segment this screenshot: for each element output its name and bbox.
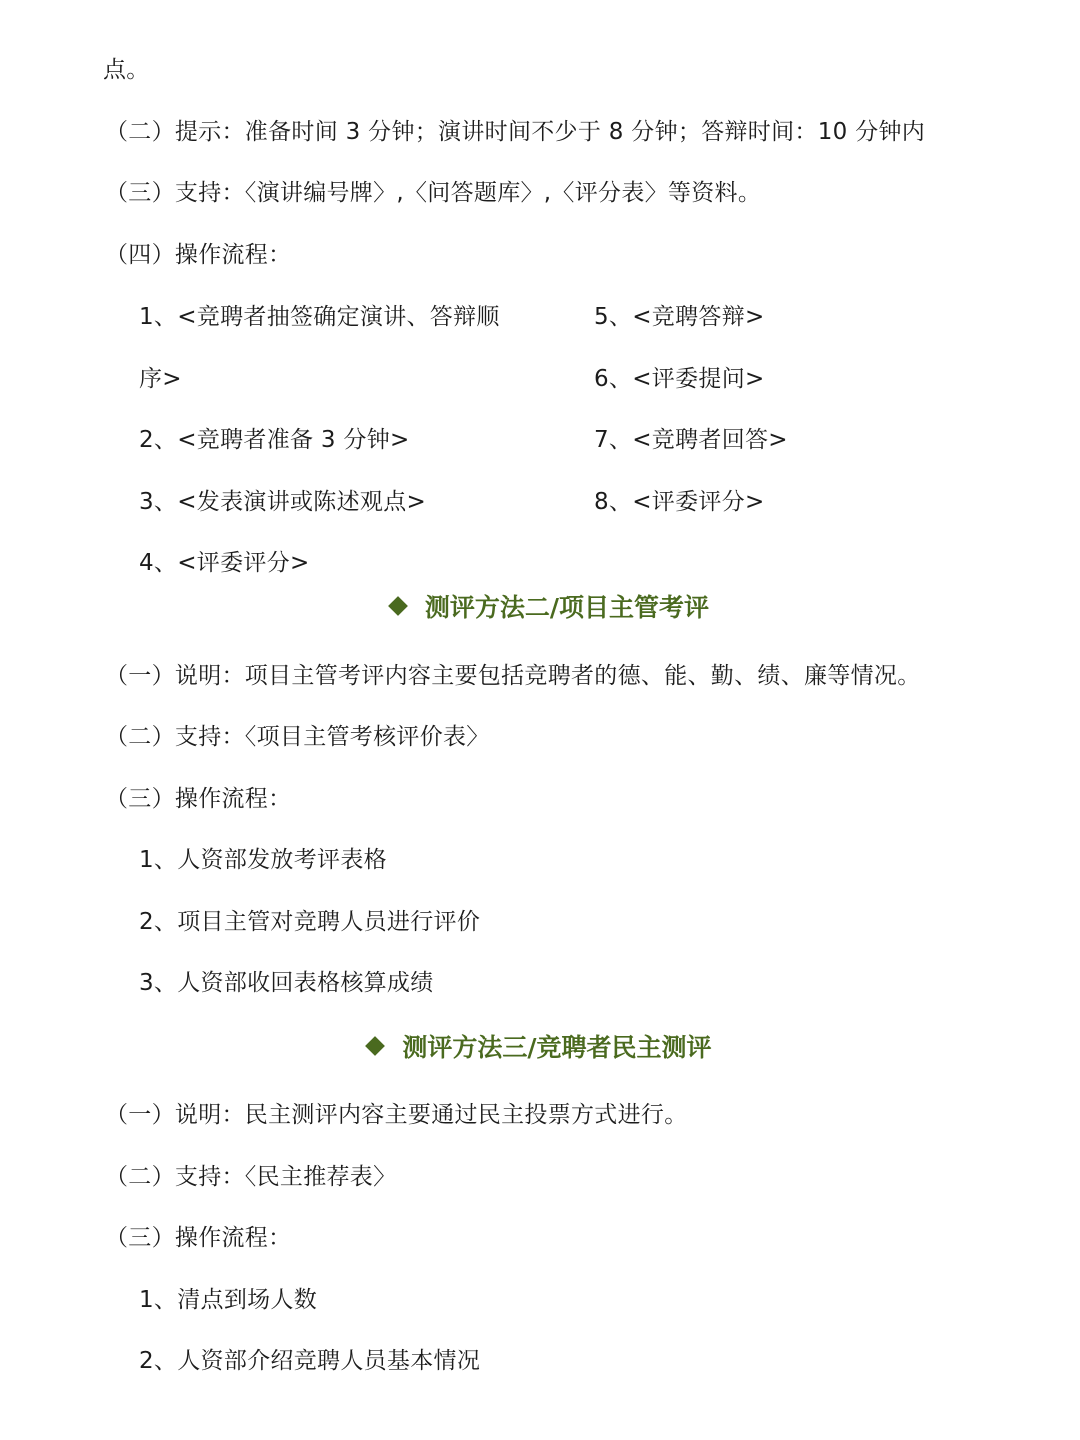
- process-left-item: 3、<发表演讲或陈述观点>: [139, 489, 427, 515]
- process-left-item: 4、<评委评分>: [139, 550, 310, 576]
- method3-description: （一）说明：民主测评内容主要通过民主投票方式进行。: [105, 1102, 688, 1128]
- process-right-item: 5、<竞聘答辩>: [594, 304, 765, 330]
- method2-step: 2、项目主管对竞聘人员进行评价: [139, 909, 481, 935]
- diamond-bullet-icon: [366, 1036, 386, 1056]
- process-left-item: 序>: [139, 366, 182, 392]
- method3-step: 1、清点到场人数: [139, 1287, 318, 1313]
- method2-step: 1、人资部发放考评表格: [139, 847, 387, 873]
- method3-heading: [0, 1031, 1080, 1065]
- hint-paragraph: （二）提示：准备时间 3 分钟；演讲时间不少于 8 分钟；答辩时间：10 分钟内: [105, 119, 926, 145]
- method2-step: 3、人资部收回表格核算成绩: [139, 970, 434, 996]
- process-left-item: 2、<竞聘者准备 3 分钟>: [139, 427, 410, 453]
- method3-heading-text: 测评方法三/竞聘者民主测评: [402, 1033, 712, 1062]
- method3-step: 2、人资部介绍竞聘人员基本情况: [139, 1348, 481, 1374]
- method2-support: （二）支持：〈项目主管考核评价表〉: [105, 724, 490, 750]
- process-right-item: 7、<竞聘者回答>: [594, 427, 788, 453]
- continuation-text: 点。: [103, 57, 150, 83]
- process-right-item: 8、<评委评分>: [594, 489, 765, 515]
- method3-support: （二）支持：〈民主推荐表〉: [105, 1164, 397, 1190]
- diamond-bullet-icon: [388, 596, 408, 616]
- process-title: （四）操作流程：: [105, 242, 292, 268]
- method2-heading: [0, 591, 1080, 625]
- method3-process-title: （三）操作流程：: [105, 1225, 292, 1251]
- process-right-item: 6、<评委提问>: [594, 366, 765, 392]
- support-paragraph: （三）支持：〈演讲编号牌〉,〈问答题库〉,〈评分表〉等资料。: [105, 180, 762, 206]
- process-left-item: 1、<竞聘者抽签确定演讲、答辩顺: [139, 304, 500, 330]
- method2-process-title: （三）操作流程：: [105, 786, 292, 812]
- method2-heading-text: 测评方法二/项目主管考评: [424, 593, 710, 622]
- method2-description: （一）说明：项目主管考评内容主要包括竞聘者的德、能、勤、绩、廉等情况。: [105, 663, 921, 689]
